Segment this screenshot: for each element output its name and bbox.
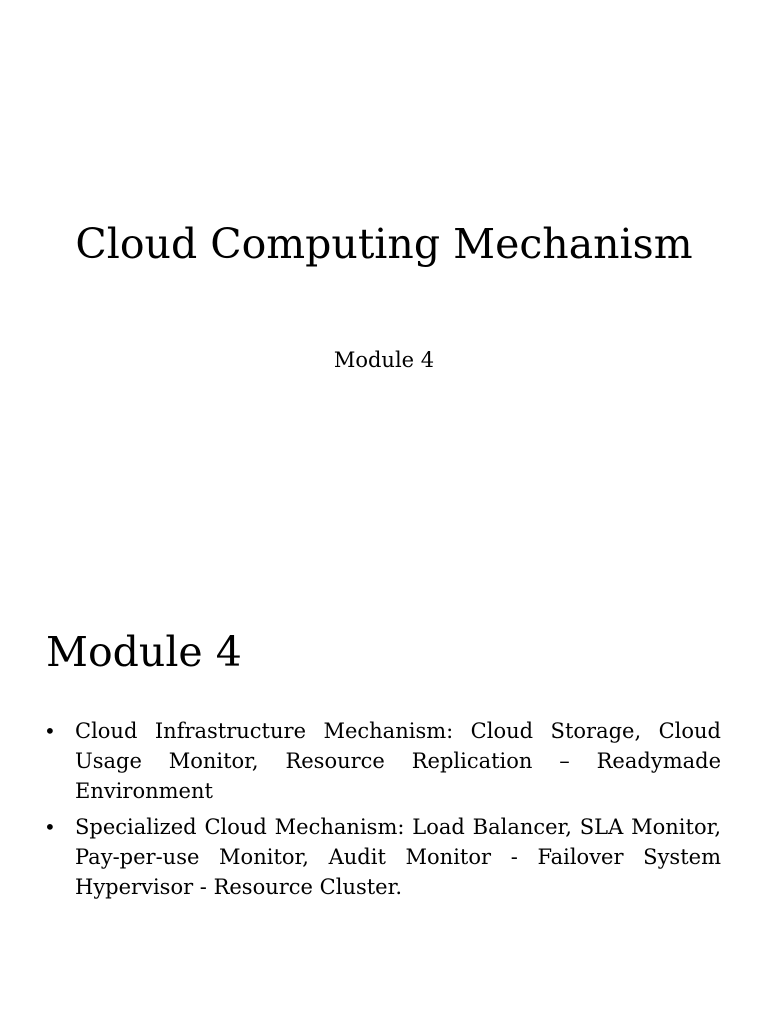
bullet-text: Cloud Infrastructure Mechanism: Cloud Storage, Cloud Usage Monitor, Resource Replication – Readymade Environment — [75, 719, 728, 803]
content-slide — [0, 512, 768, 1024]
bullet-dot-icon: • — [44, 719, 56, 743]
slide-title: Cloud Computing Mechanism — [75, 220, 693, 268]
section-heading: Module 4 — [46, 628, 242, 676]
bullet-item — [0, 812, 768, 902]
bullet-list — [0, 716, 768, 908]
slide-subtitle: Module 4 — [333, 348, 435, 372]
bullet-item — [0, 716, 768, 806]
bullet-dot-icon: • — [44, 815, 56, 839]
bullet-text: Specialized Cloud Mechanism: Load Balancer, SLA Monitor, Pay-per-use Monitor, Audit Monitor - Failover System Hypervisor - Resource Cluster. — [75, 815, 748, 899]
